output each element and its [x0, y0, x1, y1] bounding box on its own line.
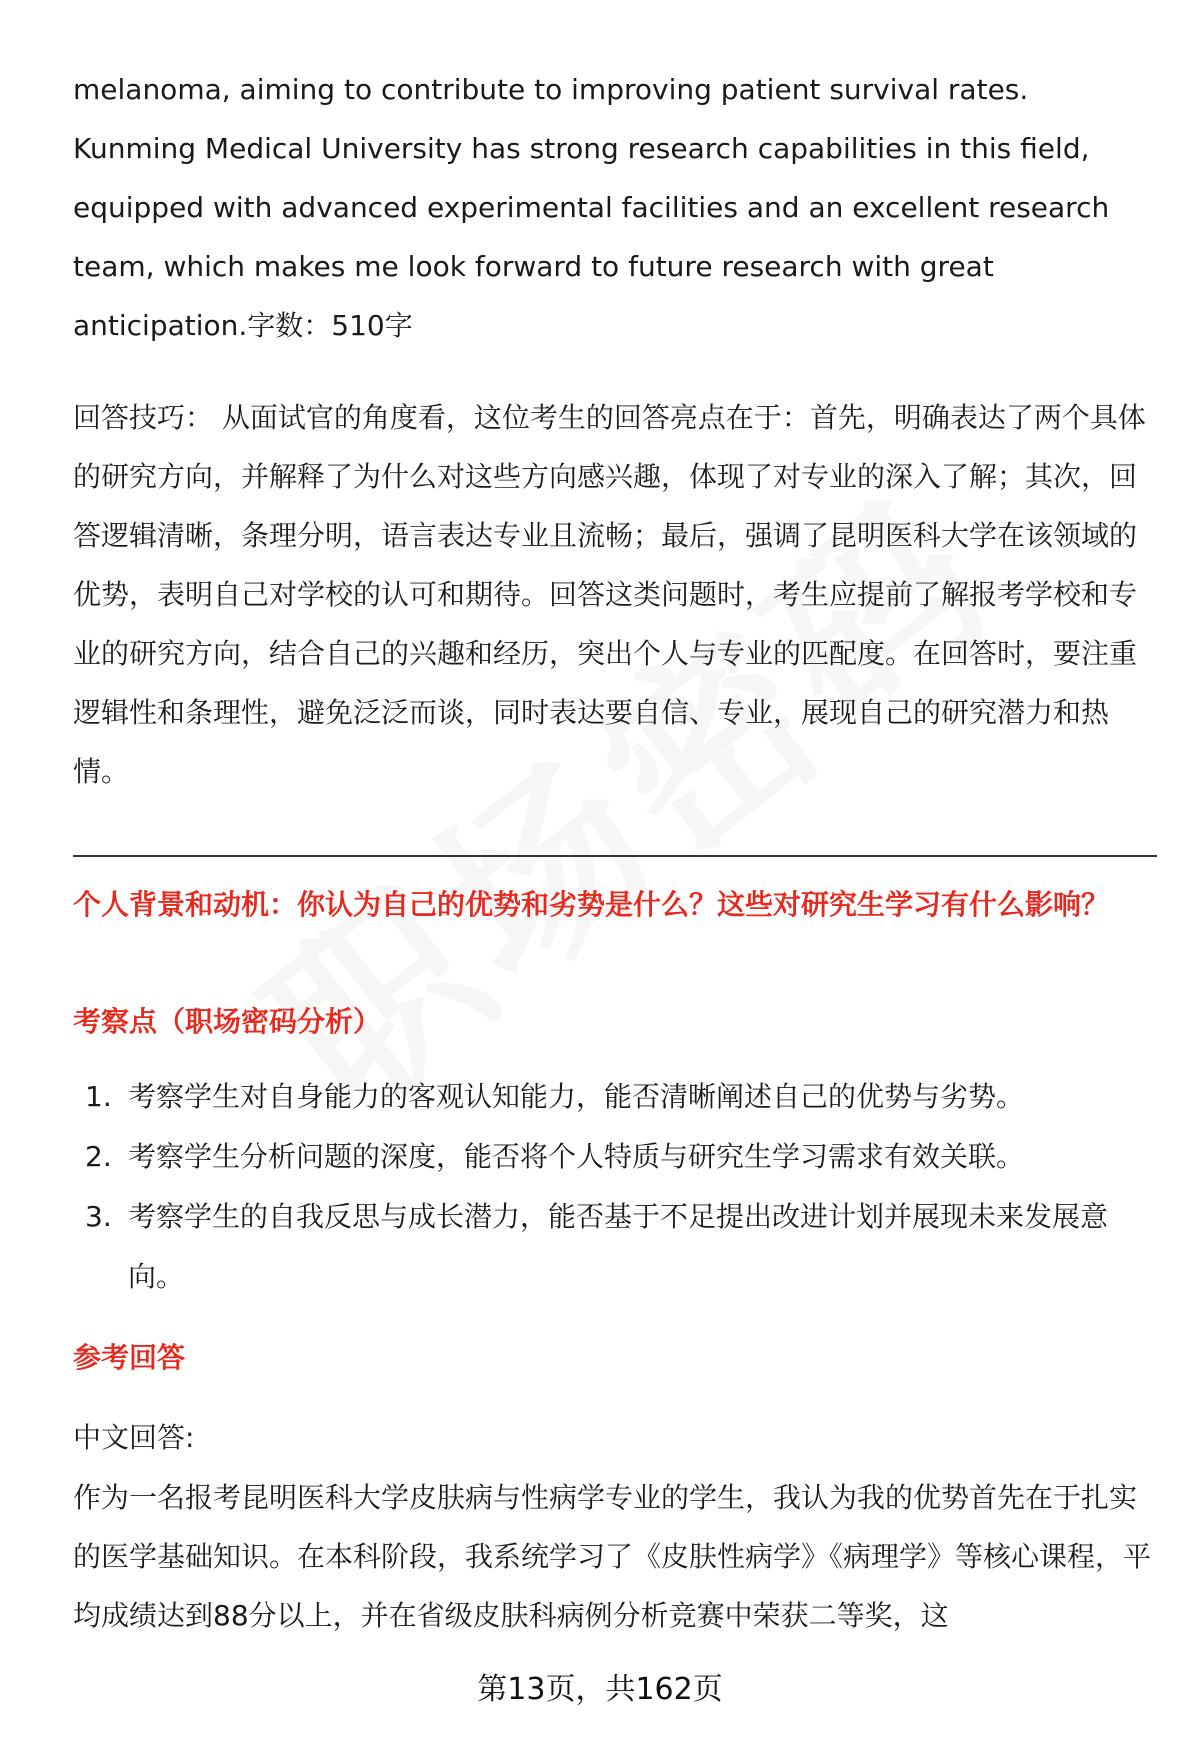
list-number: 3.	[85, 1200, 112, 1233]
chinese-answer-label: 中文回答:	[73, 1421, 195, 1454]
list-text: 考察学生对自身能力的客观认知能力，能否清晰阐述自己的优势与劣势。	[128, 1080, 1025, 1113]
section-divider	[73, 855, 1157, 857]
list-item	[73, 1127, 1157, 1187]
question-heading: 个人背景和动机：你认为自己的优势和劣势是什么？这些对研究生学习有什么影响？	[73, 888, 1110, 921]
chinese-answer-paragraph: 作为一名报考昆明医科大学皮肤病与性病学专业的学生，我认为我的优势首先在于扎实的医学基础知识。在本科阶段，我系统学习了《皮肤性病学》《病理学》等核心课程，平均成绩达到88分以上，并在省级皮肤科病例分析竞赛中荣获二等奖，这	[73, 1481, 1152, 1632]
list-text: 考察学生的自我反思与成长潜力，能否基于不足提出改进计划并展现未来发展意向。	[128, 1200, 1109, 1293]
answer-tips-paragraph: 回答技巧： 从面试官的角度看，这位考生的回答亮点在于：首先，明确表达了两个具体的研究方向，并解释了为什么对这些方向感兴趣，体现了对专业的深入了解；其次，回答逻辑清晰，条理分明，语言表达专业且流畅；最后，强调了昆明医科大学在该领域的优势，表明自己对学校的认可和期待。回答这类问题时，考生应提前了解报考学校和专业的研究方向，结合自己的兴趣和经历，突出个人与专业的匹配度。在回答时，要注重逻辑性和条理性，避免泛泛而谈，同时表达要自信、专业，展现自己的研究潜力和热情。	[73, 401, 1146, 788]
list-number: 1.	[85, 1080, 112, 1113]
assessment-list	[73, 1067, 1157, 1307]
reference-answer-heading: 参考回答	[73, 1341, 186, 1374]
list-number: 2.	[85, 1140, 112, 1173]
page-footer: 第13页，共162页	[477, 1672, 723, 1707]
assessment-heading: 考察点（职场密码分析）	[73, 1005, 382, 1038]
list-text: 考察学生分析问题的深度，能否将个人特质与研究生学习需求有效关联。	[128, 1140, 1025, 1173]
english-answer-paragraph: melanoma, aiming to contribute to improving patient survival rates. Kunming Medical University has strong research capabilities in this field, equipped with advanced experimental facilities and an excellent research team, which makes me look forward to future research with great anticipation.字数：510字	[73, 73, 1110, 342]
list-item	[73, 1187, 1157, 1307]
list-item	[73, 1067, 1157, 1127]
